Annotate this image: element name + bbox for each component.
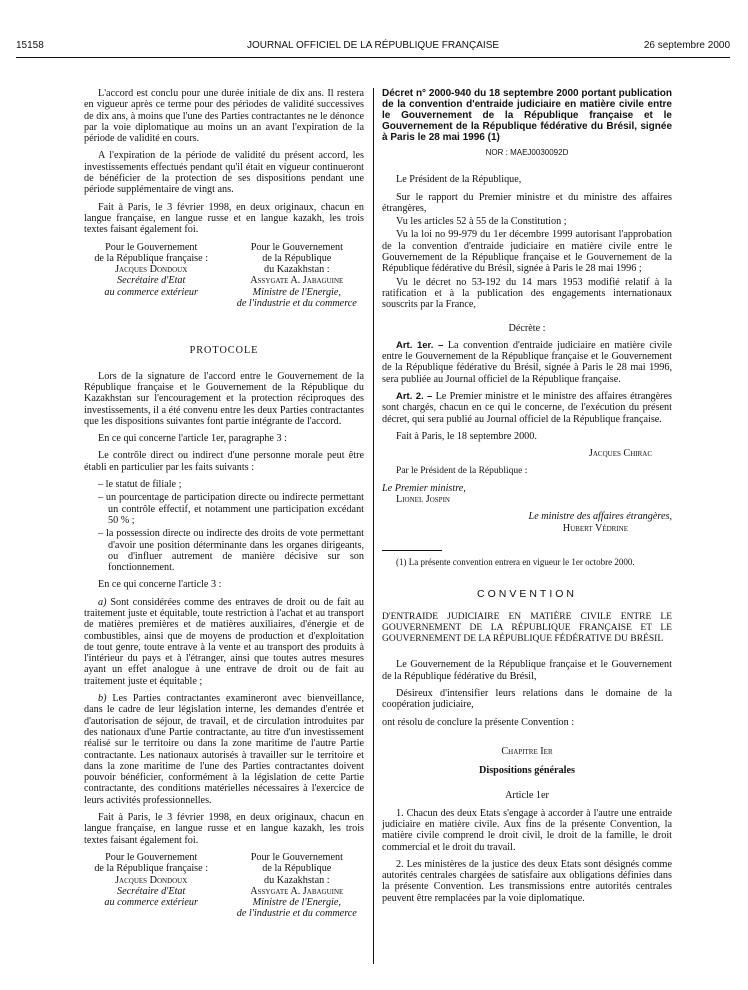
- right-column: [382, 88, 672, 910]
- signatory-line: de la République française :: [94, 252, 209, 264]
- page-number: 15158: [16, 40, 44, 51]
- article-paragraph: [382, 391, 672, 425]
- journal-title: JOURNAL OFFICIEL DE LA RÉPUBLIQUE FRANÇAISE: [246, 40, 500, 51]
- paragraph: Fait à Paris, le 18 septembre 2000.: [396, 430, 537, 442]
- item-label: a): [98, 596, 107, 608]
- paragraph-text: Sont considérées comme des entraves de droit ou de fait au traitement juste et équitable, toute restriction à l'achat et au transport de matières premières et de matières auxiliaires, d'énergie et de combustibles, ainsi que de moyens de production et d'exploitation de tout genre, toute entrave à la vente et au transport des produits à l'intérieur du pays et à l'étranger, ainsi que toutes autres mesures ayant un effet analogue à une entrave de droit ou de fait au traitement juste et équitable ;: [84, 596, 364, 687]
- signatory-line: Pour le Gouvernement: [250, 851, 343, 863]
- signatory-line: Pour le Gouvernement: [250, 241, 343, 253]
- paragraph: Désireux d'intensifier leurs relations dans le domaine de la coopération judiciaire,: [382, 687, 672, 711]
- chapter-title: Dispositions générales: [479, 765, 575, 777]
- signatory-name: Lionel Jospin: [396, 494, 450, 506]
- signature-block: [84, 852, 364, 920]
- signatory-role: Secrétaire d'Etat: [117, 275, 186, 287]
- signatory-role: [382, 511, 672, 522]
- signatory-name: Assygate A. Jabaguine: [250, 885, 344, 897]
- protocole-heading: PROTOCOLE: [189, 345, 259, 357]
- paragraph: Vu les articles 52 à 55 de la Constitution ;: [396, 216, 567, 228]
- list-item: – un pourcentage de participation directe ou indirecte permettant un contrôle effectif, et notamment une participation excédant 50 % ;: [98, 492, 364, 526]
- convention-subtitle: D'ENTRAIDE JUDICIAIRE EN MATIÈRE CIVILE ENTRE LE GOUVERNEMENT DE LA RÉPUBLIQUE FRANÇAISE ET LE GOUVERNEMENT DE LA RÉPUBLIQUE FÉDÉRATIVE DU BRÉSIL: [382, 612, 672, 645]
- issue-date: 26 septembre 2000: [643, 40, 730, 51]
- paragraph: Le contrôle direct ou indirect d'une personne morale peut être établi en particulier par les faits suivants :: [84, 450, 364, 473]
- signatory-role: [382, 483, 672, 494]
- paragraph: 1. Chacun des deux Etats s'engage à accorder à l'autre une entraide judiciaire en matière civile. Aux fins de la présente Convention, la matière civile comprend le droit civil, le droit de la famille, le droit commercial et le droit du travail.: [382, 807, 672, 853]
- header-rule: [16, 57, 730, 58]
- paragraph: En ce qui concerne l'article 1er, paragraphe 3 :: [98, 433, 287, 445]
- list-item: – le statut de filiale ;: [98, 479, 182, 491]
- footnote-rule: [382, 550, 442, 551]
- pm-title: Le Premier ministre,: [382, 482, 466, 494]
- signatory-line: Pour le Gouvernement: [105, 241, 198, 253]
- signatory-name: Jacques Dondoux: [115, 264, 188, 276]
- nor-reference: NOR : MAEJ0030092D: [485, 148, 569, 157]
- signatory-role: de l'industrie et du commerce: [236, 908, 357, 920]
- paragraph: L'accord est conclu pour une durée initiale de dix ans. Il restera en vigueur après ce terme pour des périodes de validité successives de dix ans, à moins que l'une des Parties contractantes ne le dénonce par la voie diplomatique au moins un an avant l'expiration de la période de validité en cours.: [84, 88, 364, 145]
- decree-title: Décret n° 2000-940 du 18 septembre 2000 portant publication de la convention d'entraide judiciaire en matière civile entre le Gouvernement de la République française et le Gouvernement de la République fédérative du Brésil, signée à Paris le 28 mai 1996 (1): [382, 88, 672, 143]
- article-label: Art. 2. –: [396, 391, 433, 403]
- signatory-role: Ministre de l'Energie,: [252, 897, 341, 909]
- left-column: [84, 88, 364, 930]
- paragraph-text: Les Parties contractantes examineront avec bienveillance, dans le cadre de leur législation interne, les demandes d'entrée et d'autorisation de séjour, de travail, et de circulation introduites par des nationaux d'une Partie contractante, au titre d'un investissement réalisé sur le territoire ou dans la zone maritime de l'autre Partie contractante. Les nationaux autorisés à travailler sur le territoire et dans la zone maritime de l'une des Parties contractantes doivent pouvoir bénéficier, conformément à la législation de cette Partie contractante, des conditions matérielles nécessaires à l'exercice de leurs activités professionnelles.: [84, 693, 365, 806]
- list-item: – la possession directe ou indirecte des droits de vote permettant d'avoir une position déterminante dans les organes dirigeants, ou d'influer autrement de manière décisive sur son fonctionnement.: [98, 528, 364, 574]
- signatory-name: Jacques Dondoux: [115, 874, 188, 886]
- signatory-role: au commerce extérieur: [104, 286, 198, 298]
- article-text: Le Premier ministre et le ministre des affaires étrangères sont chargés, chacun en ce qui le concerne, de l'exécution du présent décret, qui sera publié au Journal officiel de la République française.: [382, 391, 672, 425]
- signatory-role: Secrétaire d'Etat: [117, 885, 186, 897]
- paragraph: Lors de la signature de l'accord entre le Gouvernement de la République française et le Gouvernement de la République du Kazakhstan sur l'encouragement et la protection réciproques des investissements, il a été convenu entre les deux Parties contractantes que les dispositions suivantes font partie intégrante de l'accord.: [84, 370, 364, 427]
- paragraph: Sur le rapport du Premier ministre et du ministre des affaires étrangères,: [382, 191, 672, 214]
- signatory-name: Hubert Védrine: [562, 522, 628, 534]
- signatory-kazakhstan: [230, 852, 364, 920]
- article-label: Art. 1er. –: [396, 339, 444, 351]
- paragraph: Le Président de la République,: [396, 174, 522, 186]
- paragraph: Par le Président de la République :: [396, 465, 528, 476]
- signatory-name: Jacques Chirac: [588, 448, 652, 460]
- signatory-name: Assygate A. Jabaguine: [250, 275, 344, 287]
- paragraph: Fait à Paris, le 3 février 1998, en deux originaux, chacun en langue française, en langue russe et en langue kazakh, les trois textes faisant également foi.: [84, 201, 364, 236]
- paragraph: A l'expiration de la période de validité du présent accord, les investissements effectués pendant qu'il était en vigueur continueront de bénéficier de la protection de ses dispositions pendant une période supplémentaire de vingt ans.: [84, 150, 364, 196]
- paragraph: ont résolu de conclure la présente Convention :: [382, 716, 575, 728]
- signatory-line: de la République: [262, 252, 332, 264]
- signatory-kazakhstan: [230, 242, 364, 310]
- signatory-role: de l'industrie et du commerce: [236, 298, 357, 310]
- paragraph: [84, 597, 364, 687]
- mae-title: Le ministre des affaires étrangères,: [528, 511, 672, 523]
- signatory-role: au commerce extérieur: [104, 897, 198, 909]
- signatory-france: [84, 852, 218, 920]
- article-paragraph: [382, 340, 672, 385]
- signature-block: [84, 242, 364, 310]
- paragraph: Vu la loi no 99-979 du 1er décembre 1999 autorisant l'approbation de la convention d'entraide judiciaire en matière civile entre le Gouvernement de la République française et le Gouvernement de la République fédérative du Brésil, signée à Paris le 28 mai 1996 ;: [382, 229, 672, 275]
- paragraph: Vu le décret no 53-192 du 14 mars 1953 modifié relatif à la ratification et à la publication des engagements internationaux souscrits par la France,: [382, 276, 672, 311]
- paragraph: 2. Les ministères de la justice des deux Etats sont désignés comme autorités centrales chargées de satisfaire aux obligations définies dans la présente Convention. Les transmissions entre autorités centrales peuvent être remplacées par la voie diplomatique.: [382, 858, 672, 904]
- article-heading: Article 1er: [505, 790, 549, 802]
- column-divider: [373, 88, 374, 964]
- bullet-list: [84, 479, 364, 573]
- signatory-role: Ministre de l'Energie,: [252, 286, 341, 298]
- paragraph: [84, 693, 364, 806]
- signatory-line: du Kazakhstan :: [263, 264, 330, 276]
- signatory-france: [84, 242, 218, 310]
- paragraph: En ce qui concerne l'article 3 :: [98, 579, 222, 591]
- page-header: [16, 40, 730, 54]
- signatory-line: Pour le Gouvernement: [105, 851, 198, 863]
- paragraph: Le Gouvernement de la République française et le Gouvernement de la République fédérative du Brésil,: [382, 659, 672, 682]
- paragraph: Fait à Paris, le 3 février 1998, en deux originaux, chacun en langue française, en langue russe et en langue kazakh, les trois textes faisant également foi.: [84, 812, 364, 846]
- chapter-heading: Chapitre Ier: [501, 745, 553, 757]
- signatory-line: de la République française :: [94, 863, 209, 875]
- article-text: La convention d'entraide judiciaire en matière civile entre le Gouvernement de la République française et le Gouvernement de la République fédérative du Brésil, signée à Paris le 28 mai 1996, sera publiée au Journal officiel de la République française.: [382, 339, 672, 385]
- signatory-line: de la République: [262, 863, 332, 875]
- signatory-line: du Kazakhstan :: [263, 874, 330, 886]
- convention-heading: CONVENTION: [476, 588, 577, 601]
- decrete-heading: Décrète :: [508, 322, 546, 334]
- footnote: (1) La présente convention entrera en vigueur le 1er octobre 2000.: [396, 557, 635, 568]
- item-label: b): [98, 693, 107, 705]
